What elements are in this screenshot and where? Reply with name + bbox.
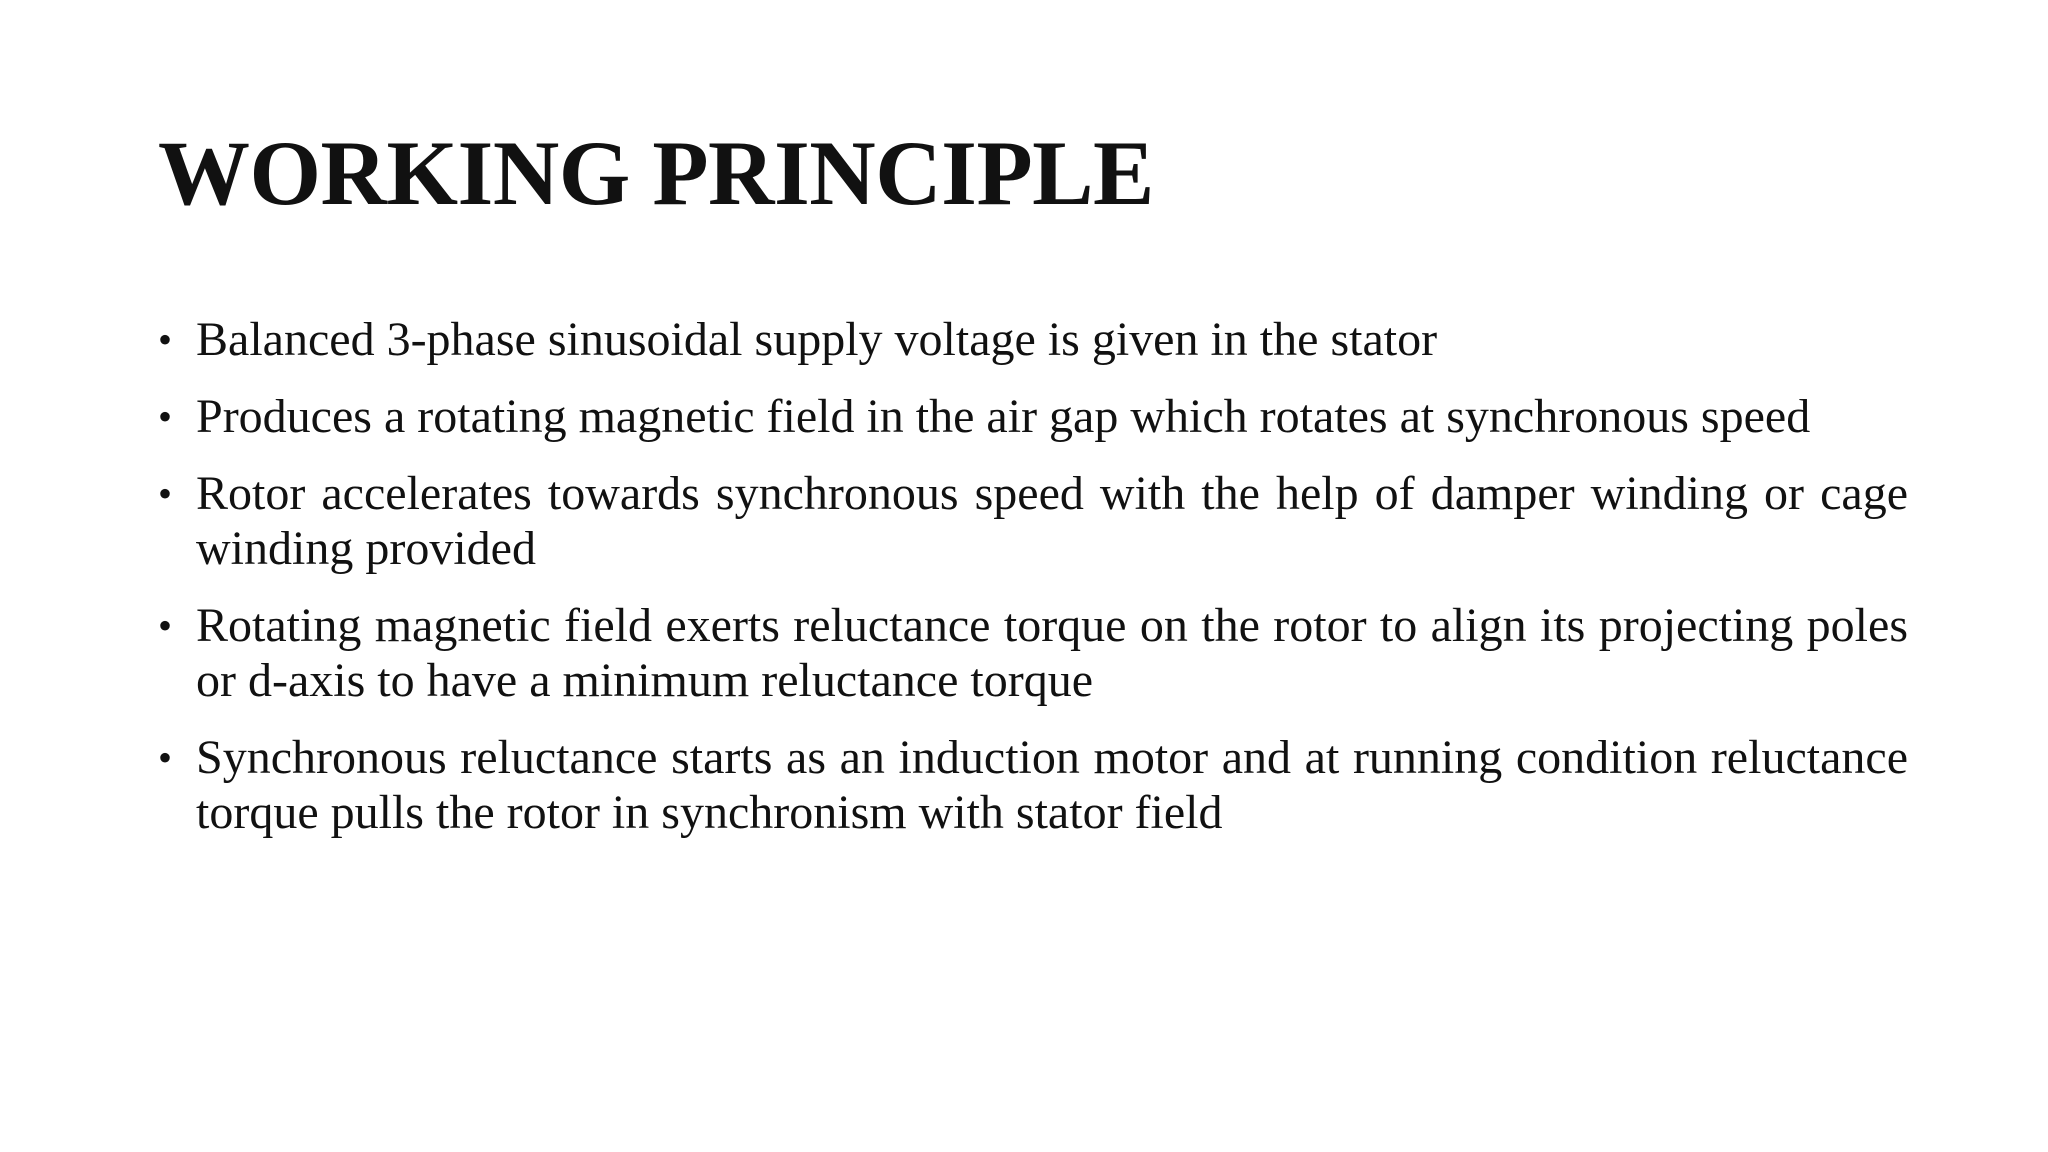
bullet-item — [158, 389, 1908, 444]
bullet-item — [158, 598, 1908, 708]
bullet-text: Balanced 3-phase sinusoidal supply voltage is given in the stator — [196, 313, 1438, 366]
bullet-text: Rotor accelerates towards synchronous speed with the help of damper winding or cage winding provided — [196, 467, 1908, 575]
slide-title: WORKING PRINCIPLE — [158, 122, 1154, 224]
bullet-icon: • — [158, 394, 173, 439]
bullet-item — [158, 312, 1908, 367]
bullet-icon: • — [158, 735, 173, 780]
bullet-text: Synchronous reluctance starts as an induction motor and at running condition reluctance torque pulls the rotor in synchronism with stator field — [196, 731, 1908, 839]
bullet-icon: • — [158, 317, 173, 362]
bullet-item — [158, 466, 1908, 576]
bullet-list — [158, 312, 1908, 862]
bullet-text: Rotating magnetic field exerts reluctance torque on the rotor to align its projecting poles or d-axis to have a minimum reluctance torque — [196, 599, 1908, 707]
bullet-item — [158, 730, 1908, 840]
bullet-icon: • — [158, 471, 173, 516]
bullet-icon: • — [158, 603, 173, 648]
bullet-text: Produces a rotating magnetic field in the air gap which rotates at synchronous speed — [196, 390, 1811, 443]
